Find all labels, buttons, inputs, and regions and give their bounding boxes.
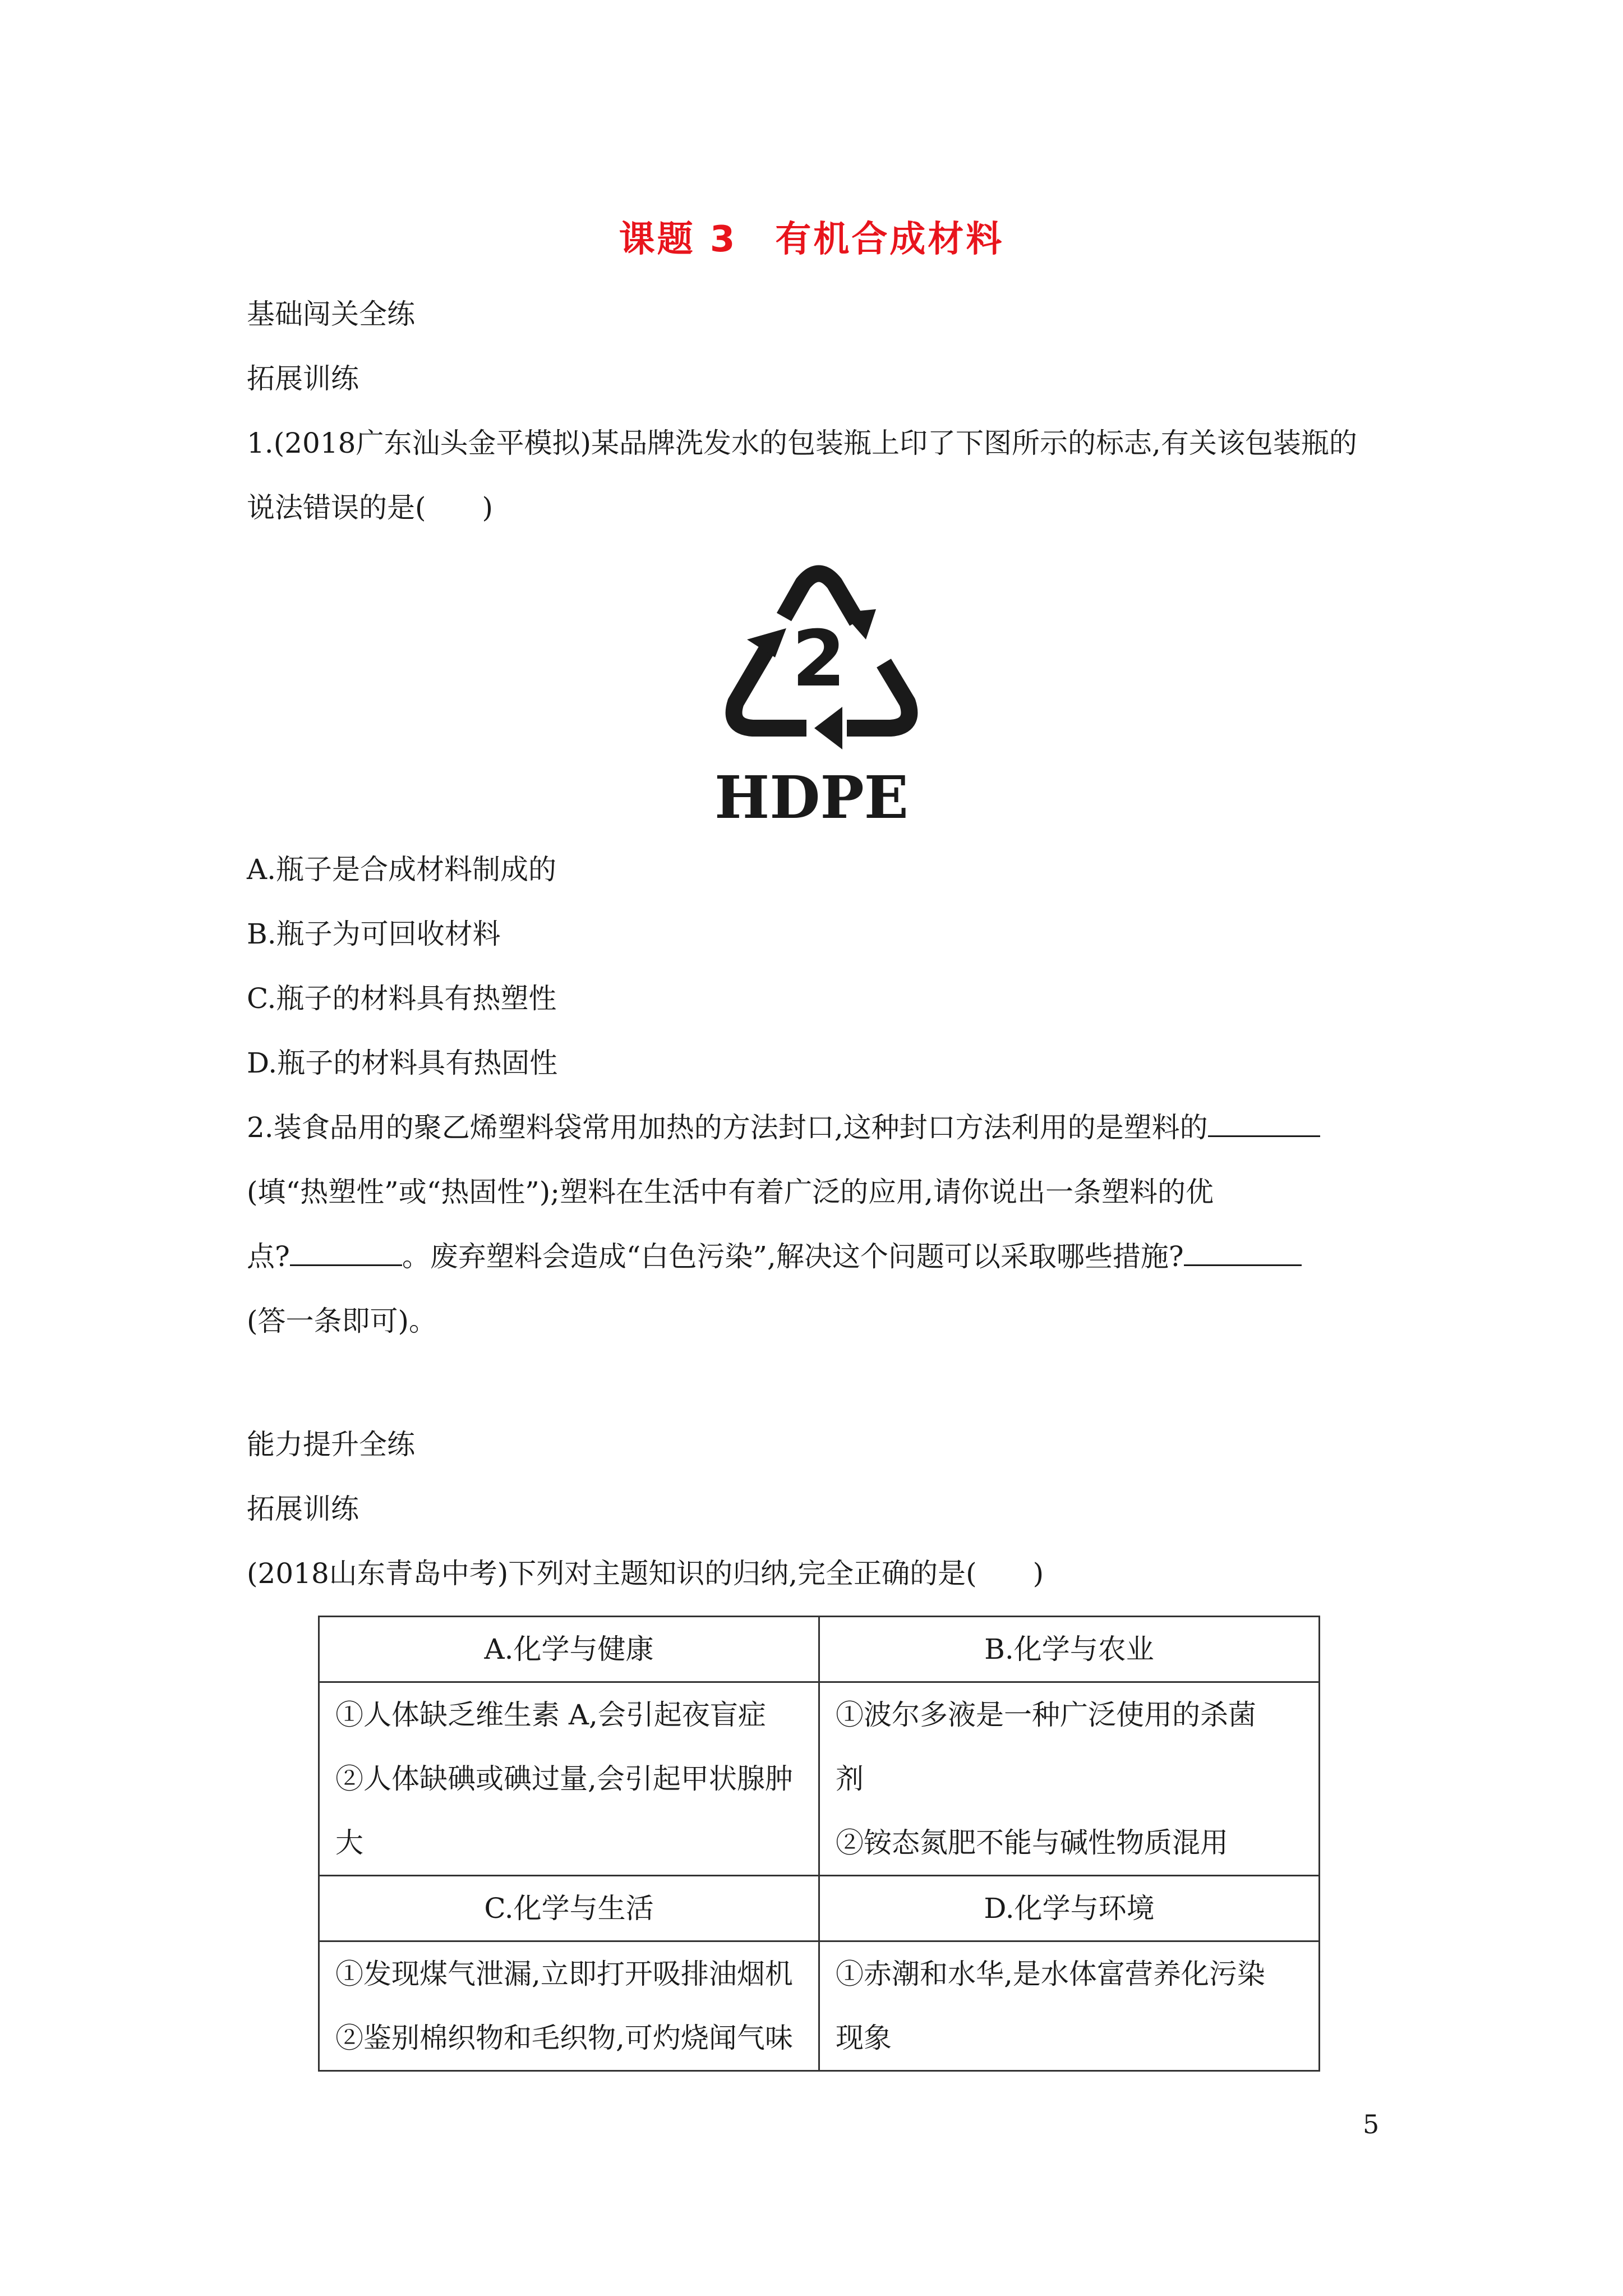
- question-1-line-2: 说法错误的是( ): [247, 491, 494, 524]
- option-c: C.瓶子的材料具有热塑性: [247, 982, 557, 1015]
- table-row: [319, 1617, 1320, 1682]
- question-2-text-1: 2.装食品用的聚乙烯塑料袋常用加热的方法封口,这种封口方法利用的是塑料的: [247, 1111, 1208, 1144]
- cell-c-line-2: ②鉴别棉织物和毛织物,可灼烧闻气味: [335, 2022, 793, 2054]
- option-d: D.瓶子的材料具有热固性: [247, 1047, 558, 1079]
- answer-blank-3[interactable]: [1184, 1237, 1302, 1266]
- table-header-d: D.化学与环境: [819, 1876, 1320, 1941]
- option-a: A.瓶子是合成材料制成的: [247, 853, 557, 886]
- table-row: [319, 1941, 1320, 2071]
- cell-a-line-3: 大: [335, 1826, 363, 1859]
- page-title: 课题 3 有机合成材料: [619, 219, 1004, 260]
- recycle-code-label: HDPE: [714, 763, 909, 832]
- table-cell-a: [319, 1682, 819, 1876]
- page-number: 5: [1363, 2109, 1380, 2139]
- cell-b-line-3: ②铵态氮肥不能与碱性物质混用: [836, 1826, 1228, 1859]
- cell-a-line-2: ②人体缺碘或碘过量,会引起甲状腺肿: [335, 1763, 793, 1795]
- question-3-text: (2018山东青岛中考)下列对主题知识的归纳,完全正确的是( ): [247, 1557, 1044, 1590]
- cell-c-line-1: ①发现煤气泄漏,立即打开吸排油烟机: [335, 1958, 793, 1990]
- table-header-b: B.化学与农业: [819, 1617, 1320, 1682]
- table-header-a: A.化学与健康: [319, 1617, 819, 1682]
- cell-d-line-2: 现象: [836, 2022, 892, 2054]
- table-cell-b: [819, 1682, 1320, 1876]
- question-2-line-2: (填“热塑性”或“热固性”);塑料在生活中有着广泛的应用,请你说出一条塑料的优: [247, 1176, 1214, 1208]
- recycle-code-number: 2: [791, 614, 846, 704]
- table-row: [319, 1876, 1320, 1941]
- recycle-arrow-right: [847, 663, 909, 728]
- question-2-text-3b: 。废弃塑料会造成“白色污染”,解决这个问题可以采取哪些措施?: [402, 1240, 1184, 1273]
- question-1-line-1: 1.(2018广东汕头金平模拟)某品牌洗发水的包装瓶上印了下图所示的标志,有关该包装瓶的: [247, 427, 1357, 459]
- cell-b-line-1: ①波尔多液是一种广泛使用的杀菌: [836, 1699, 1256, 1731]
- recycling-symbol-icon: [712, 555, 925, 752]
- question-2-line-3: [247, 1237, 1302, 1276]
- question-2-line-1: [247, 1108, 1320, 1147]
- table-cell-d: [819, 1941, 1320, 2071]
- section-heading-advanced: 能力提升全练: [247, 1428, 415, 1461]
- cell-a-line-1: ①人体缺乏维生素 A,会引起夜盲症: [335, 1699, 766, 1731]
- option-b: B.瓶子为可回收材料: [247, 918, 501, 950]
- cell-d-line-1: ①赤潮和水华,是水体富营养化污染: [836, 1958, 1265, 1990]
- subsection-heading-extension-2: 拓展训练: [247, 1493, 359, 1525]
- table-cell-c: [319, 1941, 819, 2071]
- section-heading-basic: 基础闯关全练: [247, 298, 415, 330]
- answer-blank-1[interactable]: [1208, 1108, 1320, 1137]
- question-2-line-4: (答一条即可)。: [247, 1305, 437, 1337]
- subsection-heading-extension: 拓展训练: [247, 362, 359, 395]
- cell-b-line-2: 剂: [836, 1763, 864, 1795]
- table-header-c: C.化学与生活: [319, 1876, 819, 1941]
- question-2-text-3a: 点?: [247, 1240, 290, 1273]
- knowledge-table: [318, 1616, 1320, 2072]
- table-row: [319, 1682, 1320, 1876]
- answer-blank-2[interactable]: [290, 1237, 402, 1266]
